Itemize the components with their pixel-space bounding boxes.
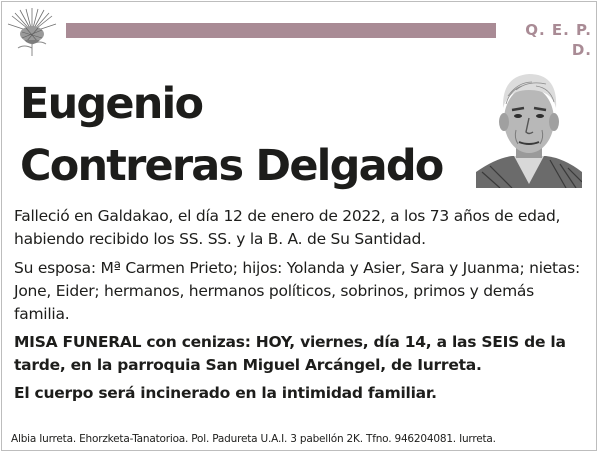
- cremation-paragraph: El cuerpo será incinerado en la intimidad familiar.: [14, 384, 437, 402]
- family-paragraph: Su esposa: Mª Carmen Prieto; hijos: Yolanda y Asier, Sara y Juanma; nietas: Jone, Eider; hermanos, hermanos políticos, sobrinos, primos y demás familia.: [14, 259, 580, 323]
- portrait-photo: [476, 60, 582, 188]
- death-notice-paragraph: Falleció en Galdakao, el día 12 de enero de 2022, a los 73 años de edad, habiendo recibido los SS. SS. y la B. A. de Su Santidad.: [14, 207, 561, 248]
- funeral-mass-paragraph: MISA FUNERAL con cenizas: HOY, viernes, día 14, a las SEIS de la tarde, en la parroquia San Miguel Arcángel, de Iurreta.: [14, 333, 566, 374]
- qepd-badge: Q. E. P. D.: [525, 21, 592, 59]
- deceased-first-name: Eugenio: [20, 79, 203, 129]
- thistle-icon: [4, 4, 60, 58]
- header-bar: [66, 23, 496, 38]
- deceased-surnames: Contreras Delgado: [20, 141, 443, 191]
- funeral-home-footer: Albia Iurreta. Ehorzketa-Tanatorioa. Pol. Padureta U.A.I. 3 pabellón 2K. Tfno. 946204081. Iurreta.: [11, 433, 496, 445]
